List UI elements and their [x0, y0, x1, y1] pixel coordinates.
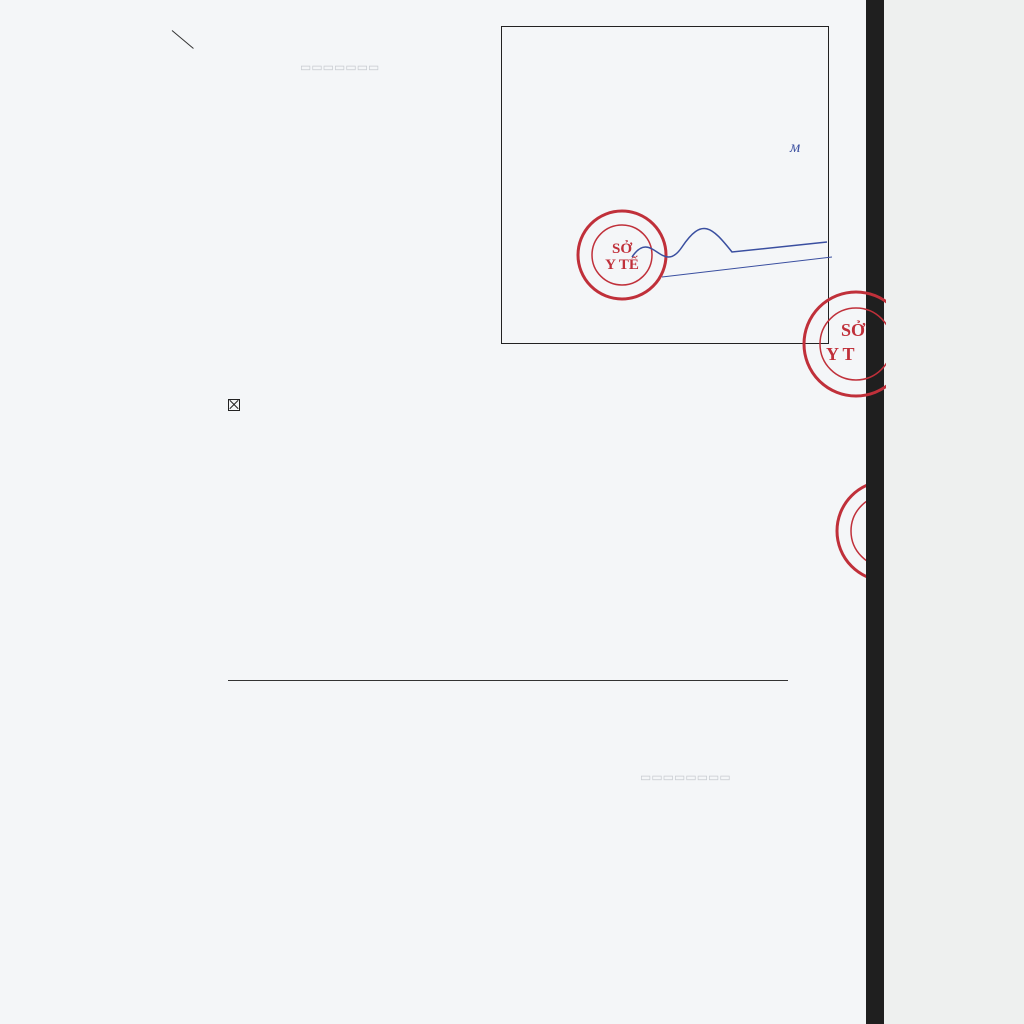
example-checkbox: [228, 399, 240, 411]
partial-seal-right: [796, 286, 886, 406]
svg-text:Y TẾ: Y TẾ: [605, 257, 639, 273]
tick-instruction: [228, 399, 245, 415]
partial-seal-lower: [832, 476, 866, 586]
initials-mark: м: [790, 139, 801, 156]
bleed-through-text: ▭▭▭▭▭▭▭▭: [640, 770, 731, 784]
bleed-through-text: ▭▭▭▭▭▭▭: [300, 60, 380, 74]
variants-line: [228, 680, 788, 681]
page-edge-shadow: [866, 0, 884, 1024]
adjacent-page: [884, 0, 1024, 1024]
svg-text:Y T: Y T: [826, 344, 855, 364]
signature: [622, 217, 832, 287]
official-use-box: [501, 26, 829, 344]
svg-text:SỞ: SỞ: [841, 320, 866, 340]
seal-text: SỞ: [611, 241, 633, 257]
